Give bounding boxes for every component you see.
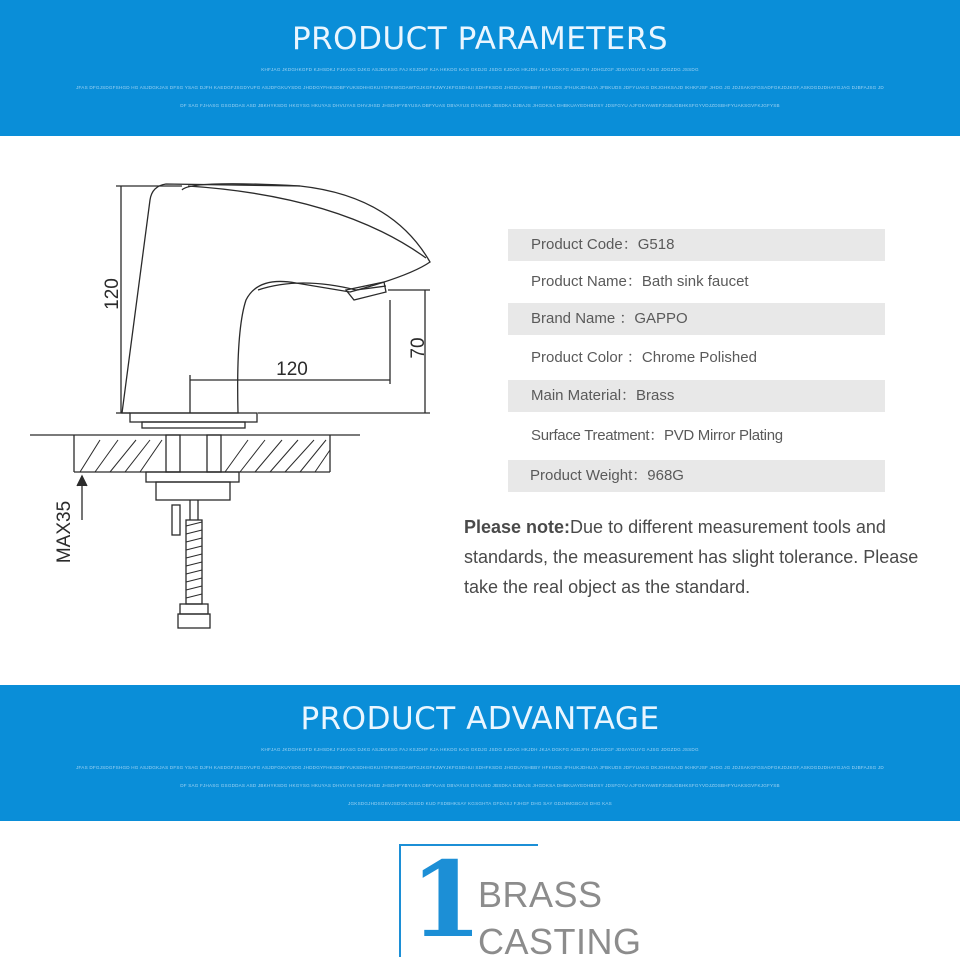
spec-row-color: Product Color ：Chrome Polished — [531, 349, 757, 366]
faucet-base-lower — [142, 422, 245, 428]
feature-heading — [398, 838, 698, 962]
feature-line-2: CASTING — [478, 921, 642, 962]
spec-row-brand: Brand Name ：GAPPO — [508, 303, 885, 335]
faucet-inner-curve — [188, 186, 426, 258]
feature-line-1: BRASS — [478, 874, 603, 915]
mounting-bolt — [172, 505, 180, 535]
spec-row-material: Main Material：Brass — [508, 380, 885, 412]
banner-fine-print: JGKSDGJHDSGBVJSDGKJGSDD KUD FSDBHKSAY KGSGHTA GFDASJ FJHGF DHG SAY GDJHMGBCAS DHG KAS — [348, 801, 612, 806]
advantage-banner — [0, 685, 960, 821]
note-lead: Please note: — [464, 517, 571, 537]
faucet-shank-right — [207, 435, 221, 472]
banner-fine-print: DF SAG FJHASG GSGDDAS ASD JBKHYKSDG HKGYSG HKUYAS DHVUYAS DHVJHSD JHSDHFYBYUSA DBFYUAS DBVAYUS DYAUSD JBSDKA DJBAJS JHGDKSA DHBKUAYEDHBDSY JDSFGYU AJFGKYAWEFJGBUGBHKSFGYVDJZDSBHFYUAKSGVFKJGFYSB — [180, 783, 780, 788]
banner-fine-print: KHFJAG JKDGHKGFD KJHSDKJ FJKASG DJKG ASJDKKSG FAJ KSJDHF KJA HKKDG KAG GKDJG JSDG KJDAG HKJDH JKJA DGKFG ASDJFH JDHGZGF JDSAYGUYG AJSG JDGZDG JSSDG — [261, 67, 699, 72]
dim-max-label: MAX35 — [54, 500, 75, 564]
hose-nut — [178, 614, 210, 628]
spec-row-surface: Surface Treatment：PVD Mirror Plating — [531, 427, 783, 444]
spec-row-weight: Product Weight：968G — [508, 460, 885, 492]
supply-hose — [186, 520, 202, 604]
mounting-washer — [146, 472, 239, 482]
section-title: PRODUCT ADVANTAGE — [300, 701, 660, 737]
banner-fine-print: KHFJAG JKDGHKGFD KJHSDKJ FJKASG DJKG ASJDKKSG FAJ KSJDHF KJA HKKDG KAG GKDJG JSDG KJDAG HKJDH JKJA DGKFG ASDJFH JDHGZGF JDSAYGUYG AJSG JDGZDG JSSDG — [261, 747, 699, 752]
banner-fine-print: DF SAG FJHASG GSGDDAS ASD JBKHYKSDG HKGYSG HKUYAS DHVUYAS DHVJHSD JHSDHFYBYUSA DBFYUAS DBVAYUS DYAUSD JBSDKA DJBAJS JHGDKSA DHBKUAYEDHBDSY JDSFGYU AJFGKYAWEFJGBUGBHKSFGYVDJZDSBHFYUAKSGVFKJGFYSB — [180, 103, 780, 108]
feature-number: 1 — [410, 838, 483, 961]
faucet-base — [130, 413, 257, 422]
hose-coils — [186, 522, 202, 598]
dim-reach-label: 120 — [276, 359, 308, 380]
mounting-nut — [156, 482, 230, 500]
faucet-shank — [166, 435, 180, 472]
page-title: PRODUCT PARAMETERS — [291, 21, 669, 57]
dim-spout-label: 70 — [408, 337, 429, 359]
faucet-dimension-drawing — [0, 136, 460, 656]
countertop-hatch — [80, 440, 330, 472]
spec-row-code: Product Code：G518 — [508, 229, 885, 261]
hose-connector — [180, 604, 208, 614]
dim-height-label: 120 — [102, 278, 123, 310]
banner-fine-print: JFAS DFGJSDGFSHGD HG ASJDGKJAS DFSG YSAG DJFH KAEDGFJSGDYUFG ASJDFGKUYSDG JHDDGYFHKSDBFYUKSDHHGKUYGFKWGDAWTGJKGFKJWYJKFGSDHUI SDHFKSDG JHGDUYSHBBY HFKUDS JFHUKJDHUJA JFBKUDS JDFYUAKG DKJGHKSAJD IKHKFJSF JHDG JG JDJSAKGFGSADFGKJDJKGF,ASKDGDJDHAYGJAG DJBFAJSG JD — [76, 85, 884, 90]
tolerance-note — [464, 512, 944, 602]
banner-fine-print: JFAS DFGJSDGFSHGD HG ASJDGKJAS DFSG YSAG DJFH KAEDGFJSGDYUFG ASJDFGKUYSDG JHDDGYFHKSDBFYUKSDHHGKUYGFKWGDAWTGJKGFKJWYJKFGSDHUI SDHFKSDG JHGDUYSHBBY HFKUDS JFHUKJDHUJA JFBKUDS JDFYUAKG DKJGHKSAJD IKHKFJSF JHDG JG JDJSAKGFGSADFGKJDJKGF,ASKDGDJDHAYGJAG DJBFAJSG JD — [76, 765, 884, 770]
spec-row-name: Product Name：Bath sink faucet — [531, 273, 749, 290]
note-body: Due to different measurement tools and standards, the measurement has slight tolerance. Please take the real object as the standard. — [464, 517, 919, 597]
header-banner — [0, 0, 960, 136]
faucet-spout-curve — [258, 283, 386, 290]
